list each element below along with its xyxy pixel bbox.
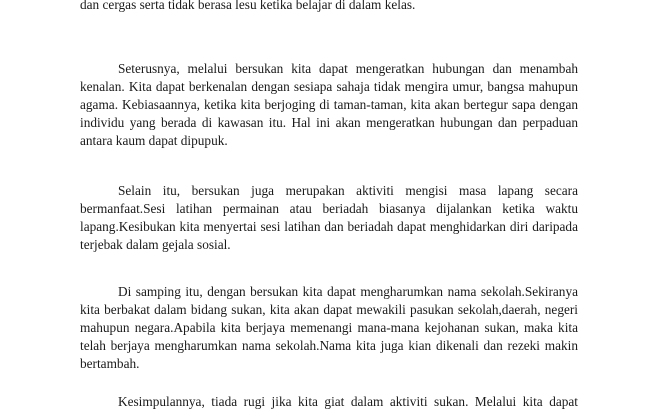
paragraph-fragment-top: dan cergas serta tidak berasa lesu ketika belajar di dalam kelas. [80, 0, 416, 12]
paragraph-line: mahupun negara.Apabila kita berjaya memenangi mana-mana kejohanan sukan, maka kita [80, 320, 578, 335]
paragraph-line: terjebak dalam gejala sosial. [80, 237, 231, 252]
paragraph-fragment-bottom: Kesimpulannya, tiada rugi jika kita giat dalam aktiviti sukan. Melalui kita dapat [118, 394, 578, 409]
paragraph-line: agama. Kebiasaannya, ketika kita berjoging di taman-taman, kita akan bertegur sapa dengan [80, 97, 578, 112]
paragraph-line: Di samping itu, dengan bersukan kita dapat mengharumkan nama sekolah.Sekiranya [118, 284, 578, 299]
paragraph-line: bermanfaat.Sesi latihan permainan atau beriadah biasanya dijalankan ketika waktu [80, 201, 578, 216]
paragraph-line: antara kaum dapat dipupuk. [80, 133, 228, 148]
paragraph-line: telah berjaya mengharumkan nama sekolah.Nama kita juga kian dikenali dan rezeki makin [80, 338, 578, 353]
paragraph-line: bertambah. [80, 356, 140, 371]
paragraph-line: kita berbakat dalam bidang sukan, kita akan dapat mewakili pasukan sekolah,daerah, negeri [80, 302, 578, 317]
paragraph-line: Selain itu, bersukan juga merupakan aktiviti mengisi masa lapang secara [118, 183, 578, 198]
paragraph-line: Seterusnya, melalui bersukan kita dapat mengeratkan hubungan dan menambah [118, 61, 578, 76]
paragraph-line: individu yang berada di kawasan itu. Hal ini akan mengeratkan hubungan dan perpaduan [80, 115, 578, 130]
paragraph-line: kenalan. Kita dapat berkenalan dengan sesiapa sahaja tidak mengira umur, bangsa mahupun [80, 79, 578, 94]
paragraph-line: lapang.Kesibukan kita menyertai sesi latihan dan beriadah dapat menghidarkan diri daripada [80, 219, 578, 234]
